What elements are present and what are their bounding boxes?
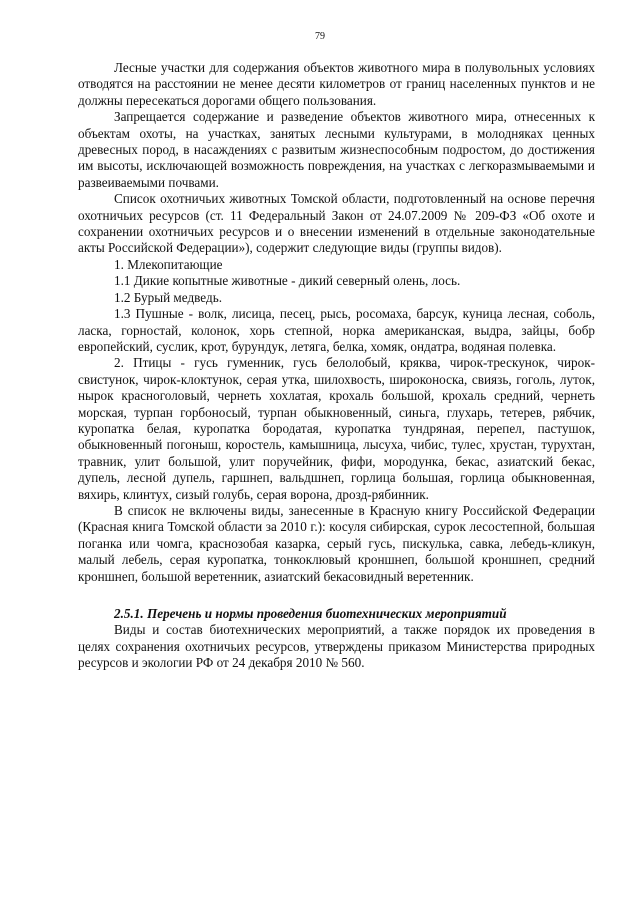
list-item-birds: 2. Птицы - гусь гуменник, гусь белолобый, кряква, чирок-трескунок, чирок-свистунок, чирок-клоктунок, серая утка, шилохвость, широконоска, свиязь, гоголь, луток, нырок красноголовый, чернеть хохлатая, крохаль большой, крохаль средний, чернеть морская, турпан горбоносый, турпан обыкновенный, синьга, глухарь, тетерев, рябчик, куропатка белая, куропатка бородатая, куропатка тундряная, перепел, пастушок, обыкновенный погоныш, коростель, камышница, лысуха, чибис, тулес, хрустан, турухтан, травник, улит большой, улит поручейник, фифи, мородунка, бекас, азиатский бекас, дупель, лесной дупель, гаршнеп, вальдшнеп, горлица большая, горлица обыкновенная, вяхирь, клинтух, сизый голубь, серая ворона, дрозд-рябинник. — [78, 355, 595, 502]
paragraph-forest-plots: Лесные участки для содержания объектов животного мира в полувольных условиях отводятся на расстоянии не менее десяти километров от границ населенных пунктов и не должны пересекаться дорогами общего пользования. — [78, 60, 595, 108]
page-number: 79 — [315, 31, 325, 42]
paragraph-red-book-exclusions: В список не включены виды, занесенные в Красную книгу Российской Федерации (Красная книга Томской области за 2010 г.): косуля сибирская, сурок лесостепной, большая поганка или чомга, краснозобая казарка, серый гусь, пискулька, савка, лебедь-кликун, малый лебель, серая куропатка, тонкоклювый кроншнеп, большой кроншнеп, средний кроншнеп, большой веретенник, азиатский бекасовидный веретенник. — [78, 502, 595, 584]
list-item-brown-bear: 1.2 Бурый медведь. — [114, 289, 223, 305]
document-body — [78, 60, 595, 672]
list-item-fur-animals: 1.3 Пушные - волк, лисица, песец, рысь, росомаха, барсук, куница лесная, соболь, ласка, горностай, колонок, хорь степной, норка американская, выдра, зайцы, бобр европейский, суслик, крот, бурундук, летяга, белка, хомяк, ондатра, водяная полевка. — [78, 306, 595, 354]
list-item-mammals: 1. Млекопитающие — [114, 256, 223, 272]
paragraph-prohibition: Запрещается содержание и разведение объектов животного мира, отнесенных к объектам охоты, на участках, занятых лесными культурами, в молодняках ценных древесных пород, в насаждениях с развитым жизнеспособным подростом, до достижения им высоты, исключающей возможность повреждения, на участках с легкоразмываемыми и развеиваемыми почвами. — [78, 109, 595, 190]
section-heading: 2.5.1. Перечень и нормы проведения биотехнических мероприятий — [114, 606, 507, 621]
paragraph-biotech-measures: Виды и состав биотехнических мероприятий, а также порядок их проведения в целях сохранения охотничьих ресурсов, утверждены приказом Министерства природных ресурсов и экологии РФ от 24 декабря 2010 № 560. — [78, 622, 595, 671]
list-item-ungulates: 1.1 Дикие копытные животные - дикий северный олень, лось. — [114, 273, 461, 289]
paragraph-species-list-intro: Список охотничьих животных Томской области, подготовленный на основе перечня охотничьих ресурсов (ст. 11 Федеральный Закон от 24.07.2009 № 209-ФЗ «Об охоте и сохранении охотничьих ресурсов и о внесении изменений в отдельные законодательные акты Российской Федерации»), содержит следующие виды (группы видов). — [78, 191, 595, 256]
